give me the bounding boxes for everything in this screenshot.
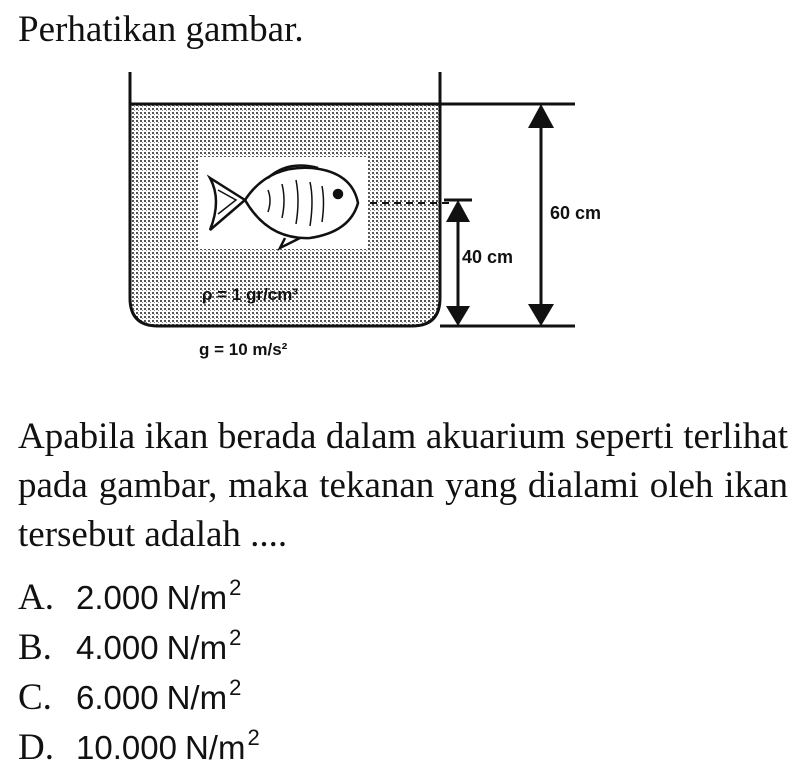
page-heading: Perhatikan gambar. bbox=[18, 9, 304, 50]
aquarium-figure bbox=[0, 0, 802, 380]
option-unit bbox=[167, 573, 242, 623]
option-value: 4.000 bbox=[76, 629, 159, 666]
unit-text: N/m bbox=[166, 579, 228, 616]
unit-text: N/m bbox=[184, 729, 246, 766]
option-b[interactable] bbox=[18, 623, 518, 673]
fish-height-label: 40 cm bbox=[462, 247, 514, 267]
option-unit bbox=[167, 673, 242, 723]
unit-text: N/m bbox=[166, 629, 228, 666]
option-d[interactable] bbox=[18, 723, 518, 773]
option-letter: D. bbox=[18, 727, 54, 768]
option-value: 10.000 bbox=[76, 729, 177, 766]
option-letter: C. bbox=[18, 677, 52, 718]
unit-power: 2 bbox=[229, 625, 242, 650]
option-unit bbox=[167, 623, 242, 673]
answer-options bbox=[18, 573, 518, 773]
gravity-label: g = 10 m/s² bbox=[199, 340, 288, 359]
unit-text: N/m bbox=[166, 679, 228, 716]
unit-power: 2 bbox=[229, 575, 242, 600]
question-text: Apabila ikan berada dalam akuarium seperti terlihat pada gambar, maka tekanan yang dialami oleh ikan tersebut adalah .... bbox=[18, 416, 788, 555]
option-letter: A. bbox=[18, 577, 54, 618]
unit-power: 2 bbox=[247, 725, 260, 750]
option-letter: B. bbox=[18, 627, 52, 668]
total-depth-label: 60 cm bbox=[550, 203, 602, 223]
density-label: ρ = 1 gr/cm³ bbox=[202, 285, 299, 304]
option-unit bbox=[185, 723, 260, 773]
option-value: 6.000 bbox=[76, 679, 159, 716]
option-value: 2.000 bbox=[76, 579, 159, 616]
option-a[interactable] bbox=[18, 573, 518, 623]
aquarium-diagram bbox=[0, 0, 802, 380]
option-c[interactable] bbox=[18, 673, 518, 723]
unit-power: 2 bbox=[229, 675, 242, 700]
